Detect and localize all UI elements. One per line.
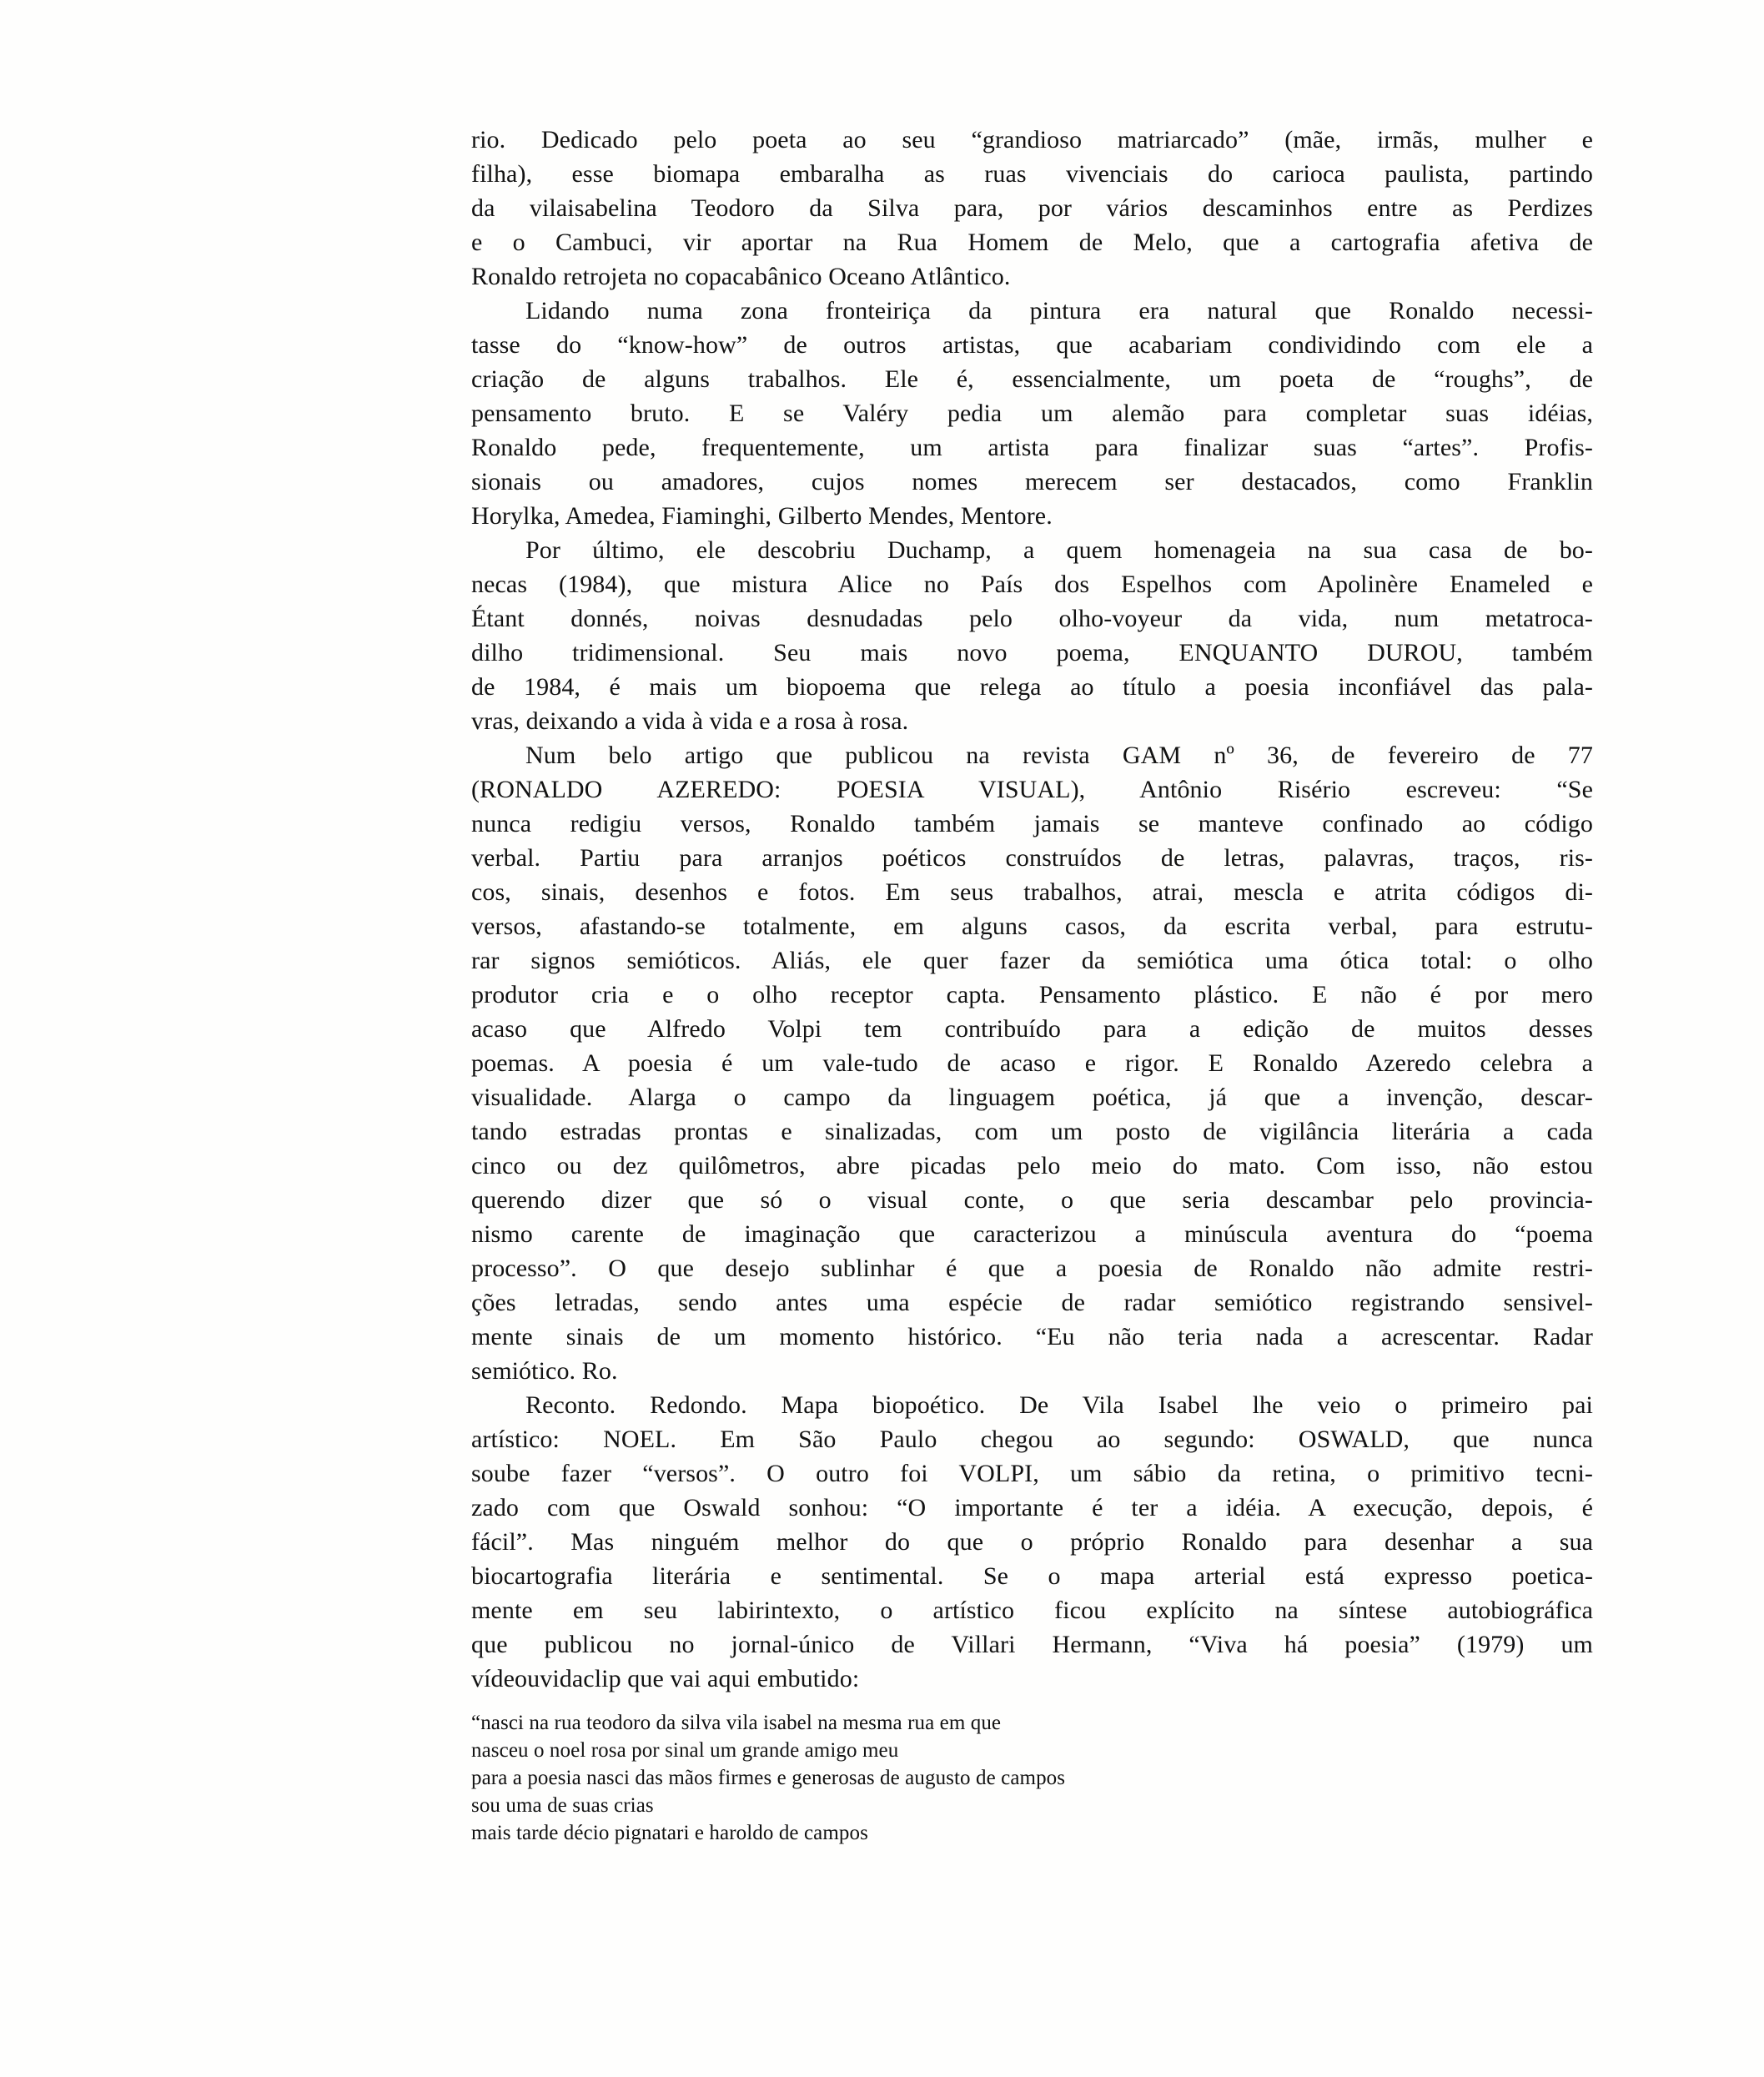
paragraph xyxy=(471,1388,1593,1696)
text-line: biocartografia literária e sentimental. Se o mapa arterial está expresso poetica- xyxy=(471,1562,1593,1590)
text-line: produtor cria e o olho receptor capta. Pensamento plástico. E não é por mero xyxy=(471,981,1593,1008)
text-line: processo”. O que desejo sublinhar é que a poesia de Ronaldo não admite restri- xyxy=(471,1255,1593,1282)
text-line: Ronaldo pede, frequentemente, um artista para finalizar suas “artes”. Profis- xyxy=(471,434,1593,461)
quote-line: para a poesia nasci das mãos firmes e generosas de augusto de campos xyxy=(471,1767,1066,1789)
text-line: Étant donnés, noivas desnudadas pelo olho-voyeur da vida, num metatroca- xyxy=(471,605,1593,632)
quote-line: mais tarde décio pignatari e haroldo de campos xyxy=(471,1822,868,1844)
text-line: (RONALDO AZEREDO: POESIA VISUAL), Antônio Risério escreveu: “Se xyxy=(471,776,1593,803)
quote-line: nasceu o noel rosa por sinal um grande amigo meu xyxy=(471,1739,899,1762)
text-line: zado com que Oswald sonhou: “O importante é ter a idéia. A execução, depois, é xyxy=(471,1494,1593,1521)
text-line: filha), esse biomapa embaralha as ruas vivenciais do carioca paulista, partindo xyxy=(471,160,1593,188)
text-line: vídeouvidaclip que vai aqui embutido: xyxy=(471,1665,860,1692)
text-line: e o Cambuci, vir aportar na Rua Homem de Melo, que a cartografia afetiva de xyxy=(471,229,1593,256)
quote-line: sou uma de suas crias xyxy=(471,1794,654,1817)
text-line: que publicou no jornal-único de Villari Hermann, “Viva há poesia” (1979) um xyxy=(471,1631,1593,1658)
text-line: Por último, ele descobriu Duchamp, a quem homenageia na sua casa de bo- xyxy=(525,536,1593,564)
text-line: artístico: NOEL. Em São Paulo chegou ao segundo: OSWALD, que nunca xyxy=(471,1426,1593,1453)
text-line: nismo carente de imaginação que caracterizou a minúscula aventura do “poema xyxy=(471,1220,1593,1248)
text-line: semiótico. Ro. xyxy=(471,1357,618,1385)
text-line: Lidando numa zona fronteiriça da pintura era natural que Ronaldo necessi- xyxy=(525,297,1593,324)
text-line: vras, deixando a vida à vida e a rosa à rosa. xyxy=(471,707,909,735)
text-line: Ronaldo retrojeta no copacabânico Oceano Atlântico. xyxy=(471,263,1011,290)
text-line: dilho tridimensional. Seu mais novo poema, ENQUANTO DUROU, também xyxy=(471,639,1593,666)
text-line: querendo dizer que só o visual conte, o que seria descambar pelo provincia- xyxy=(471,1186,1593,1214)
text-line: necas (1984), que mistura Alice no País dos Espelhos com Apolinère Enameled e xyxy=(471,571,1593,598)
text-line: visualidade. Alarga o campo da linguagem poética, já que a invenção, descar- xyxy=(471,1084,1593,1111)
body-text xyxy=(471,123,1593,1696)
text-line: cinco ou dez quilômetros, abre picadas pelo meio do mato. Com isso, não estou xyxy=(471,1152,1593,1179)
text-line: poemas. A poesia é um vale-tudo de acaso e rigor. E Ronaldo Azeredo celebra a xyxy=(471,1049,1593,1077)
text-line: tasse do “know-how” de outros artistas, que acabariam condividindo com ele a xyxy=(471,331,1593,359)
text-line: ções letradas, sendo antes uma espécie de radar semiótico registrando sensivel- xyxy=(471,1289,1593,1316)
text-line: mente sinais de um momento histórico. “Eu não teria nada a acrescentar. Radar xyxy=(471,1323,1593,1350)
text-line: tando estradas prontas e sinalizadas, com um posto de vigilância literária a cada xyxy=(471,1118,1593,1145)
text-line: Reconto. Redondo. Mapa biopoético. De Vila Isabel lhe veio o primeiro pai xyxy=(525,1391,1593,1419)
quote-block xyxy=(471,1709,1593,1847)
text-column xyxy=(471,123,1593,1847)
text-line: Num belo artigo que publicou na revista GAM nº 36, de fevereiro de 77 xyxy=(525,742,1593,769)
text-line: rio. Dedicado pelo poeta ao seu “grandioso matriarcado” (mãe, irmãs, mulher e xyxy=(471,126,1593,153)
quote-line: “nasci na rua teodoro da silva vila isabel na mesma rua em que xyxy=(471,1712,1002,1734)
text-line: versos, afastando-se totalmente, em alguns casos, da escrita verbal, para estrutu- xyxy=(471,913,1593,940)
text-line: soube fazer “versos”. O outro foi VOLPI, um sábio da retina, o primitivo tecni- xyxy=(471,1460,1593,1487)
paragraph xyxy=(471,294,1593,533)
paragraph xyxy=(471,533,1593,738)
text-line: acaso que Alfredo Volpi tem contribuído para a edição de muitos desses xyxy=(471,1015,1593,1043)
text-line: verbal. Partiu para arranjos poéticos construídos de letras, palavras, traços, ris- xyxy=(471,844,1593,872)
text-line: cos, sinais, desenhos e fotos. Em seus trabalhos, atrai, mescla e atrita códigos di- xyxy=(471,878,1593,906)
paragraph xyxy=(471,738,1593,1388)
text-line: de 1984, é mais um biopoema que relega ao título a poesia inconfiável das pala- xyxy=(471,673,1593,701)
text-line: rar signos semióticos. Aliás, ele quer fazer da semiótica uma ótica total: o olho xyxy=(471,947,1593,974)
text-line: Horylka, Amedea, Fiaminghi, Gilberto Mendes, Mentore. xyxy=(471,502,1053,530)
text-line: sionais ou amadores, cujos nomes merecem ser destacados, como Franklin xyxy=(471,468,1593,495)
text-line: criação de alguns trabalhos. Ele é, essencialmente, um poeta de “roughs”, de xyxy=(471,365,1593,393)
paragraph xyxy=(471,123,1593,294)
text-line: fácil”. Mas ninguém melhor do que o próprio Ronaldo para desenhar a sua xyxy=(471,1528,1593,1556)
text-line: da vilaisabelina Teodoro da Silva para, por vários descaminhos entre as Perdizes xyxy=(471,194,1593,222)
text-line: nunca redigiu versos, Ronaldo também jamais se manteve confinado ao código xyxy=(471,810,1593,837)
text-line: pensamento bruto. E se Valéry pedia um alemão para completar suas idéias, xyxy=(471,400,1593,427)
text-line: mente em seu labirintexto, o artístico ficou explícito na síntese autobiográfica xyxy=(471,1597,1593,1624)
